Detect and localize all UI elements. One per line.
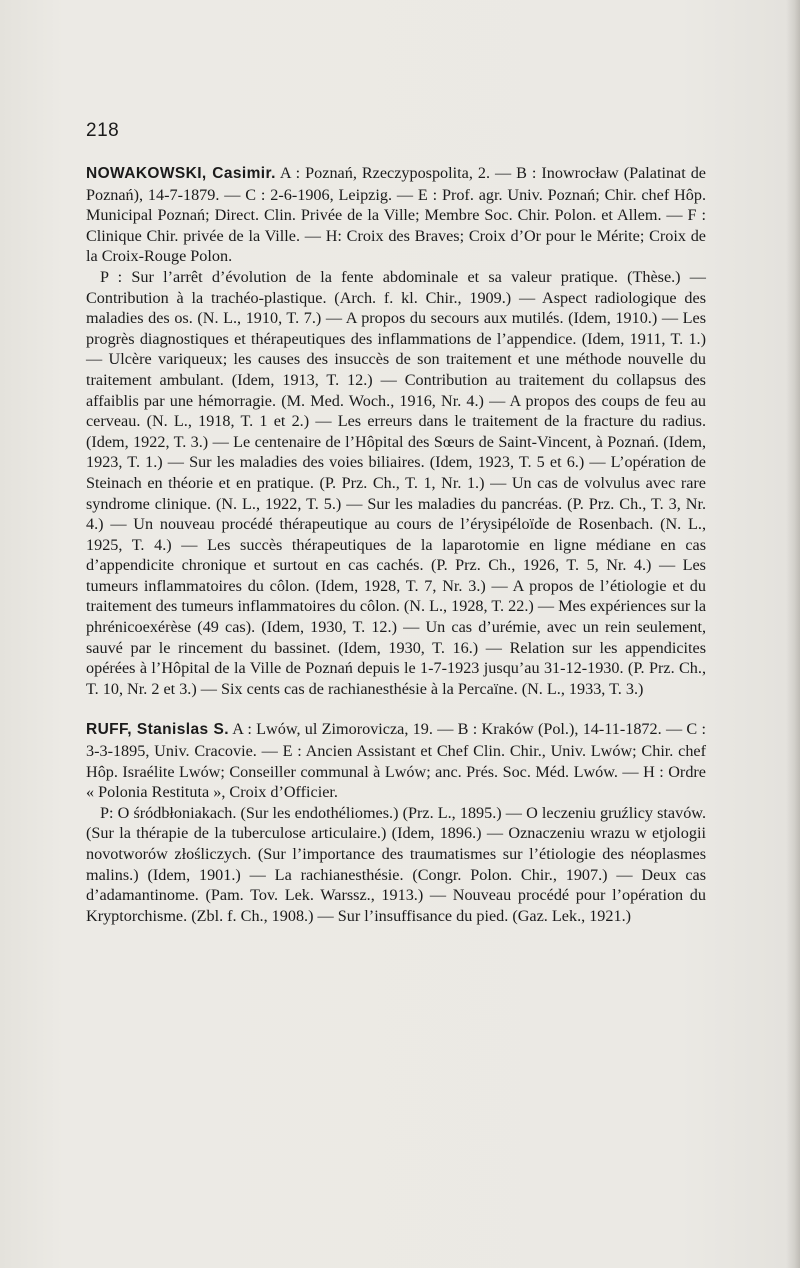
entry-bio-paragraph xyxy=(86,719,706,802)
entry-publications: P : Sur l’arrêt d’évolution de la fente abdominale et sa valeur pratique. (Thèse.) — Contribution à la trachéo-plastique. (Arch. f. kl. Chir., 1909.) — Aspect radiologique des maladies des os. (N. L., 1910, T. 7.) — A propos du secours aux mutilés. (Idem, 1910.) — Les progrès diagnostiques et thérapeutiques des inflammations de l’appendice. (Idem, 1911, T. 1.) — Ulcère variqueux; les causes des insuccès de son traitement et une méthode nouvelle du traitement ambulant. (Idem, 1913, T. 12.) — Contribution au traitement du collapsus des affaiblis par une hémorragie. (M. Med. Woch., 1916, Nr. 4.) — A propos des coups de feu au cerveau. (N. L., 1918, T. 1 et 2.) — Les erreurs dans le traitement de la fracture du radius. (Idem, 1922, T. 3.) — Le centenaire de l’Hôpital des Sœurs de Saint-Vincent, à Poznań. (Idem, 1923, T. 1.) — Sur les maladies des voies biliaires. (Idem, 1923, T. 5 et 6.) — L’opération de Steinach en théorie et en pratique. (P. Prz. Ch., T. 1, Nr. 1.) — Un cas de volvulus avec rare syndrome clinique. (N. L., 1922, T. 5.) — Sur les maladies du pancréas. (P. Prz. Ch., T. 3, Nr. 4.) — Un nouveau procédé thérapeutique au cours de l’érysipéloïde de Rosenbach. (N. L., 1925, T. 4.) — Les succès thérapeutiques de la laparotomie en ligne médiane en cas d’appendicite chronique et surtout en cas cachés. (P. Prz. Ch., 1926, T. 5, Nr. 4.) — Les tumeurs inflammatoires du côlon. (Idem, 1928, T. 7, Nr. 3.) — A propos de l’étiologie et du traitement des tumeurs inflammatoires du côlon. (N. L., 1928, T. 22.) — Mes expériences sur la phrénicoexérèse (49 cas). (Idem, 1930, T. 12.) — Un cas d’urémie, avec un rein seulement, sauvé par le rincement du bassinet. (Idem, 1930, T. 16.) — Relation sur les appendicites opérées à l’Hôpital de la Ville de Poznań depuis le 1-7-1923 jusqu’au 31-12-1930. (P. Prz. Ch., T. 10, Nr. 2 et 3.) — Six cents cas de rachianesthésie à la Percaïne. (N. L., 1933, T. 3.) xyxy=(86,267,706,698)
entry-ruff xyxy=(86,719,706,926)
entry-bio: A : Lwów, ul Zimorovicza, 19. — B : Kraków (Pol.), 14-11-1872. — C : 3-3-1895, Univ. Cracovie. — E : Ancien Assistant et Chef Clin. Chir., Univ. Lwów; Chir. chef Hôp. Israélite Lwów; Conseiller communal à Lwów; anc. Prés. Soc. Méd. Lwów. — H : Ordre « Polonia Restituta », Croix d’Officier. xyxy=(86,720,706,802)
page-edge-shadow xyxy=(786,0,800,1268)
entry-bio-paragraph xyxy=(86,163,706,267)
entry-publications: P: O śródbłoniakach. (Sur les endothéliomes.) (Prz. L., 1895.) — O leczeniu gruźlicy stavów. (Sur la thérapie de la tuberculose articulaire.) (Idem, 1896.) — Oznaczeniu wrazu w etjologii novotworów złośliczych. (Sur l’importance des traumatismes sur l’étiologie des néoplasmes malins.) (Idem, 1901.) — La rachianesthésie. (Congr. Polon. Chir., 1907.) — Deux cas d’adamantinome. (Pam. Tov. Lek. Warssz., 1913.) — Nouveau procédé pour l’opération du Kryptorchisme. (Zbl. f. Ch., 1908.) — Sur l’insuffisance du pied. (Gaz. Lek., 1921.) xyxy=(86,803,706,925)
entry-nowakowski xyxy=(86,163,706,699)
page-number: 218 xyxy=(86,120,120,141)
entries-column xyxy=(86,163,706,946)
entry-bio: A : Poznań, Rzeczypospolita, 2. — B : Inowrocław (Palatinat de Poznań), 14-7-1879. — C : 2-6-1906, Leipzig. — E : Prof. agr. Univ. Poznań; Chir. chef Hôp. Municipal Poznań; Direct. Clin. Privée de la Ville; Membre Soc. Chir. Polon. et Allem. — F : Clinique Chir. privée de la Ville. — H: Croix des Braves; Croix d’Or pour le Mérite; Croix de la Croix-Rouge Polon. xyxy=(86,164,706,266)
entry-name: NOWAKOWSKI, Casimir. xyxy=(86,165,276,182)
entry-name: RUFF, Stanislas S. xyxy=(86,721,229,739)
